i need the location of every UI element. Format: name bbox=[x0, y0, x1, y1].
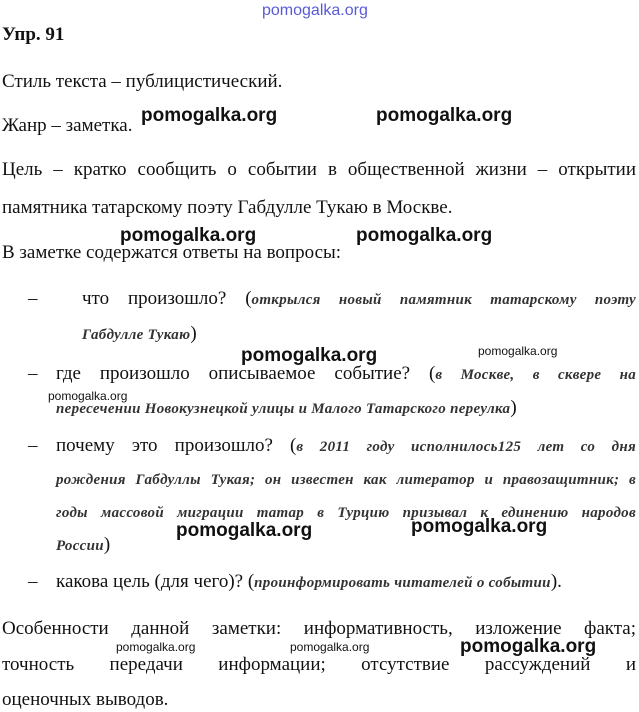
style-line: Стиль текста – публицистический. bbox=[2, 71, 283, 92]
list-item-3-line-3 bbox=[56, 500, 636, 525]
watermark: pomogalka.org bbox=[48, 389, 128, 403]
list-dash: – bbox=[28, 435, 38, 456]
genre-line: Жанр – заметка. bbox=[2, 115, 133, 136]
paren: ) bbox=[510, 397, 517, 418]
features-line-1: Особенности данной заметки: информативность, изложение факта; bbox=[2, 618, 636, 639]
watermark: pomogalka.org bbox=[241, 345, 378, 366]
list-item-3-line-1 bbox=[56, 434, 636, 459]
watermark: pomogalka.org bbox=[376, 105, 513, 126]
list-item-3-line-2 bbox=[56, 467, 636, 492]
list-item-1-line-1 bbox=[82, 287, 636, 312]
paren: ). bbox=[550, 571, 562, 592]
watermark-top: pomogalka.org bbox=[262, 2, 368, 19]
watermark: pomogalka.org bbox=[141, 105, 278, 126]
list-dash: – bbox=[28, 288, 38, 309]
answer: открылся новый памятник татарскому поэту bbox=[251, 292, 636, 308]
answer: рождения Габдуллы Тукая; он известен как литератор и правозащитник; в bbox=[56, 472, 636, 488]
list-item-2-line-1 bbox=[56, 362, 636, 387]
paren: ) bbox=[103, 534, 111, 555]
watermark: pomogalka.org bbox=[120, 225, 257, 246]
question: что произошло? ( bbox=[82, 288, 252, 309]
answer: Габдулле Тукаю bbox=[82, 327, 191, 343]
watermark: pomogalka.org bbox=[116, 640, 196, 654]
answer: России bbox=[56, 538, 104, 554]
watermark: pomogalka.org bbox=[478, 344, 558, 358]
watermark: pomogalka.org bbox=[460, 636, 597, 657]
list-item-3-line-4 bbox=[56, 533, 110, 558]
list-item-1-line-2 bbox=[82, 322, 197, 347]
answer: годы массовой миграции татар в Турцию призывал к единению народов bbox=[56, 505, 636, 521]
answer: проинформировать читателей о событии bbox=[254, 575, 551, 591]
watermark: pomogalka.org bbox=[411, 516, 548, 537]
features-line-2: точность передачи информации; отсутствие рассуждений и bbox=[2, 654, 636, 675]
features-line-3: оценочных выводов. bbox=[2, 689, 169, 710]
goal-line-2: памятника татарскому поэту Габдулле Тукаю в Москве. bbox=[2, 197, 453, 218]
answer: в 2011 году исполнилось125 лет со дня bbox=[296, 439, 636, 455]
question: почему это произошло? ( bbox=[56, 435, 297, 456]
watermark: pomogalka.org bbox=[176, 520, 313, 541]
paren: ) bbox=[190, 323, 197, 344]
answer: в Москве, в сквере на bbox=[435, 367, 636, 383]
list-item-2-line-2 bbox=[56, 396, 517, 421]
question: где произошло описываемое событие? ( bbox=[56, 363, 436, 384]
watermark: pomogalka.org bbox=[290, 640, 370, 654]
goal-line-1: Цель – кратко сообщить о событии в общественной жизни – открытии bbox=[2, 159, 636, 180]
intro-line: В заметке содержатся ответы на вопросы: bbox=[2, 242, 342, 263]
exercise-title: Упр. 91 bbox=[2, 24, 65, 45]
list-dash: – bbox=[28, 363, 38, 384]
answer: пересечении Новокузнецкой улицы и Малого Татарского переулка bbox=[56, 401, 511, 417]
list-dash: – bbox=[28, 571, 38, 592]
question: какова цель (для чего)? ( bbox=[56, 571, 255, 592]
watermark: pomogalka.org bbox=[356, 225, 493, 246]
list-item-4 bbox=[56, 570, 562, 595]
